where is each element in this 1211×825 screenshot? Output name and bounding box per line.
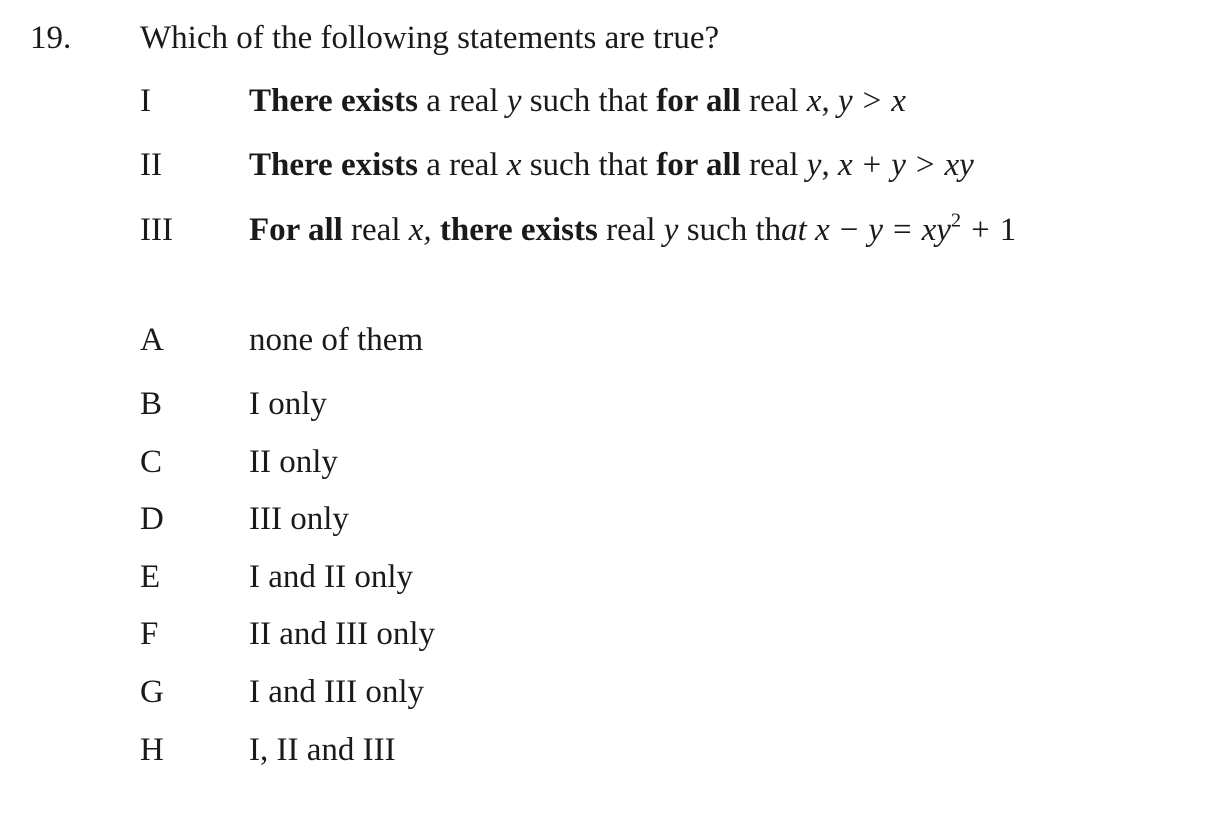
statement-label: III xyxy=(140,212,173,248)
option-text: I, II and III xyxy=(249,732,396,768)
statement-text: There exists a real x such that for all real y, x + y > xy xyxy=(249,147,974,183)
option-text: II only xyxy=(249,444,338,480)
option-letter: D xyxy=(140,501,164,537)
statement-text: For all real x, there exists real y such that $x - y = xy^2 + 1$ xyxy=(249,209,1017,248)
statement-text: There exists a real y such that for all real x, y > x xyxy=(249,83,906,119)
option-text: I and III only xyxy=(249,674,425,710)
option-letter: E xyxy=(140,559,161,595)
option-text: III only xyxy=(249,501,349,537)
question-prompt: Which of the following statements are true? xyxy=(140,20,720,56)
option-letter: C xyxy=(140,444,163,480)
question-number: 19. xyxy=(30,20,72,56)
statement-label: I xyxy=(140,83,151,119)
option-text: II and III only xyxy=(249,616,436,652)
option-text: I only xyxy=(249,386,327,422)
option-letter: A xyxy=(140,322,164,358)
statement-label: II xyxy=(140,147,162,183)
option-text: none of them xyxy=(249,322,424,358)
option-letter: F xyxy=(140,616,159,652)
option-text: I and II only xyxy=(249,559,414,595)
option-letter: H xyxy=(140,732,164,768)
option-letter: B xyxy=(140,386,163,422)
option-letter: G xyxy=(140,674,164,710)
